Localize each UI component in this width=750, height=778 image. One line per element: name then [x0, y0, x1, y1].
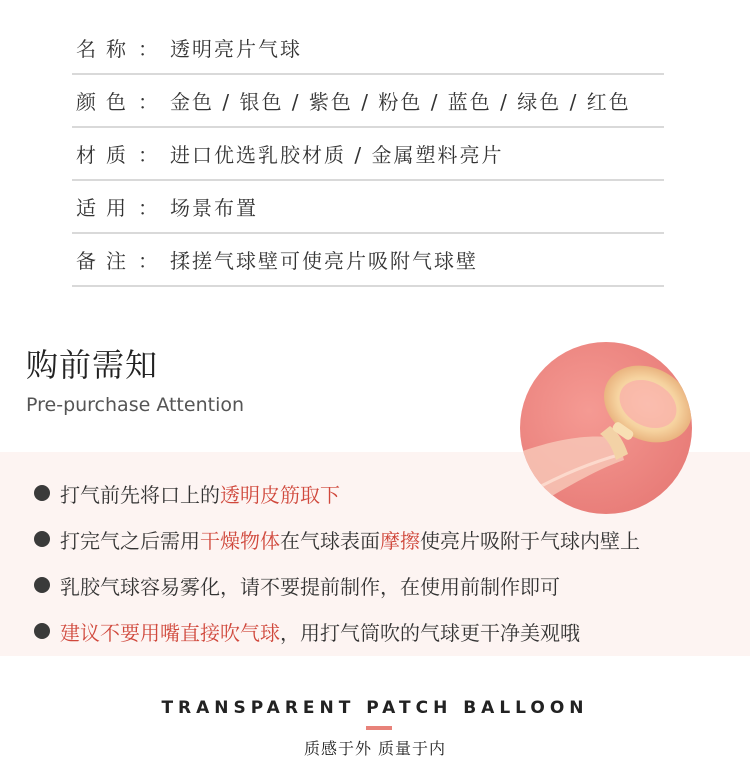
spec-colon: ：	[138, 90, 160, 114]
spec-value: 进口优选乳胶材质 / 金属塑料亮片	[170, 143, 504, 167]
spec-colon: ：	[138, 143, 160, 167]
spec-colon: ：	[138, 37, 160, 61]
notice-highlight: 透明皮筋取下	[220, 482, 340, 507]
spec-row-name	[72, 22, 664, 75]
spec-colon: ：	[138, 249, 160, 273]
footer-tagline: 质感于外 质量于内	[303, 739, 447, 758]
spec-value: 金色 / 银色 / 紫色 / 粉色 / 蓝色 / 绿色 / 红色	[170, 90, 631, 114]
spec-label-char: 适	[76, 196, 98, 220]
notice-item	[34, 608, 640, 654]
spec-label-char: 质	[106, 143, 128, 167]
spec-colon: ：	[138, 196, 160, 220]
spec-table	[72, 22, 664, 287]
notice-title: 购前需知	[26, 346, 159, 384]
notice-list	[34, 470, 640, 654]
spec-label	[76, 86, 128, 115]
spec-label	[76, 33, 128, 62]
notice-highlight: 干燥物体	[200, 528, 280, 553]
spec-value: 场景布置	[170, 196, 258, 220]
notice-text-part: ，用打气筒吹的气球更干净美观哦	[280, 620, 580, 645]
spec-row-note	[72, 234, 664, 287]
spec-row-material	[72, 128, 664, 181]
notice-item	[34, 516, 640, 562]
spec-value: 透明亮片气球	[170, 37, 302, 61]
bullet-icon	[34, 577, 50, 593]
bullet-icon	[34, 531, 50, 547]
spec-label	[76, 245, 128, 274]
spec-label-char: 材	[76, 143, 98, 167]
notice-highlight: 摩擦	[380, 528, 420, 553]
notice-item	[34, 562, 640, 608]
spec-label-char: 用	[106, 196, 128, 220]
spec-label-char: 名	[76, 37, 98, 61]
notice-text-part: 在气球表面	[280, 528, 380, 553]
spec-label-char: 称	[106, 37, 128, 61]
notice-subtitle: Pre-purchase Attention	[26, 394, 245, 416]
notice-item	[34, 470, 640, 516]
spec-row-usage	[72, 181, 664, 234]
spec-label	[76, 139, 128, 168]
notice-text-part: 打气前先将口上的	[60, 482, 220, 507]
spec-label	[76, 192, 128, 221]
spec-label-char: 注	[106, 249, 128, 273]
bullet-icon	[34, 485, 50, 501]
footer-accent-bar	[366, 726, 392, 730]
spec-value: 揉搓气球壁可使亮片吸附气球壁	[170, 249, 478, 273]
notice-text-part: 使亮片吸附于气球内壁上	[420, 528, 640, 553]
spec-label-char: 色	[106, 90, 128, 114]
spec-label-char: 备	[76, 249, 98, 273]
bullet-icon	[34, 623, 50, 639]
notice-text-part: 乳胶气球容易雾化，请不要提前制作，在使用前制作即可	[60, 574, 560, 599]
spec-label-char: 颜	[76, 90, 98, 114]
notice-highlight: 建议不要用嘴直接吹气球	[60, 620, 280, 645]
notice-text-part: 打完气之后需用	[60, 528, 200, 553]
spec-row-color	[72, 75, 664, 128]
footer-title-en: TRANSPARENT PATCH BALLOON	[161, 698, 589, 718]
